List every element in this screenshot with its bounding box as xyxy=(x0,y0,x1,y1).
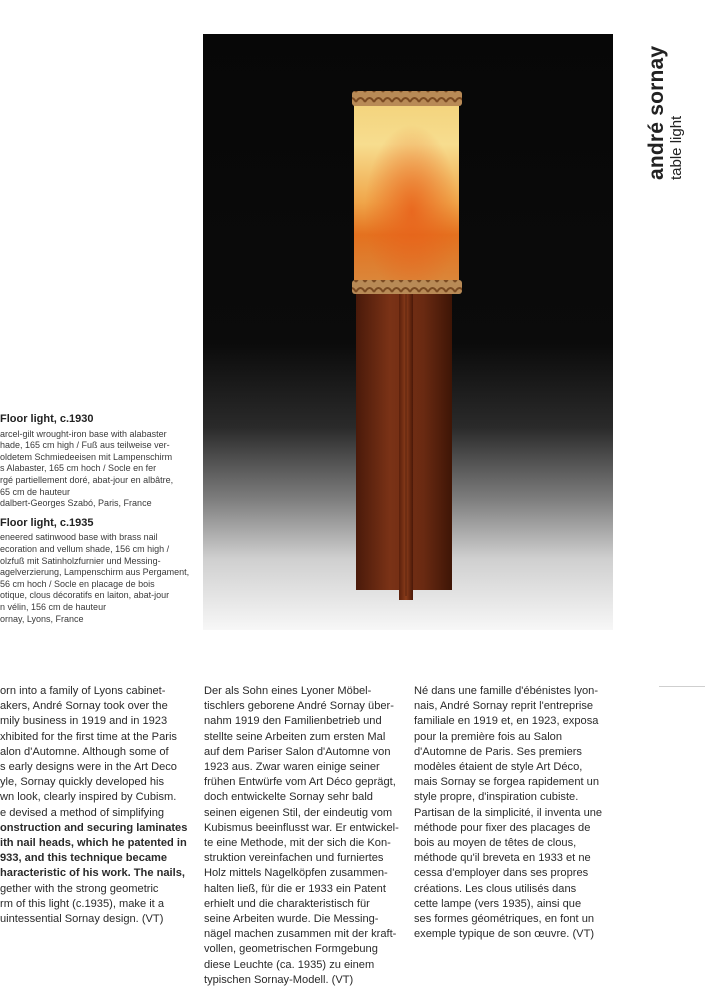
text-line: seine Arbeiten wurde. Die Messing- xyxy=(204,913,379,926)
text-line: typischen Sornay-Modell. (VT) xyxy=(204,973,354,986)
text-line: vollen, geometrischen Formgebung xyxy=(204,943,378,956)
caption-line: otique, clous décoratifs en laiton, abat-jour xyxy=(0,590,170,601)
text-line: ith nail heads, which he patented in xyxy=(0,837,187,850)
captions xyxy=(0,414,195,633)
text-line: yle, Sornay quickly developed his xyxy=(0,776,165,789)
text-line: modèles étaient de style Art Déco, xyxy=(414,761,583,774)
caption-line: 65 cm de hauteur xyxy=(0,486,71,497)
shade-top-lacing xyxy=(352,91,462,106)
text-line: rm of this light (c.1935), make it a xyxy=(0,897,165,910)
text-line: doch entwickelte Sornay sehr bald xyxy=(204,791,373,804)
text-line: alon d'Automne. Although some of xyxy=(0,745,169,758)
caption-line: dalbert-Georges Szabó, Paris, France xyxy=(0,498,152,509)
header-subtitle: table light xyxy=(668,115,685,180)
text-line: haracteristic of his work. The nails, xyxy=(0,867,185,880)
caption-line: eneered satinwood base with brass nail xyxy=(0,532,158,543)
text-line: orn into a family of Lyons cabinet- xyxy=(0,685,166,697)
caption-line: oldetem Schmiedeeisen mit Lampenschirm xyxy=(0,451,173,462)
margin-rule xyxy=(659,686,705,687)
german-text-column xyxy=(204,684,399,988)
text-line: 1923 aus. Zwar waren einige seiner xyxy=(204,761,380,774)
caption-1 xyxy=(0,414,195,510)
text-line: tischlers geborene André Sornay über- xyxy=(204,700,394,713)
text-line: wn look, clearly inspired by Cubism. xyxy=(0,791,177,804)
text-line: nahm 1919 den Familienbetrieb und xyxy=(204,715,382,728)
text-line: Partisan de la simplicité, il inventa une xyxy=(414,806,603,819)
text-line: mais Sornay se forgea rapidement un xyxy=(414,776,599,789)
caption-line: olzfuß mit Satinholzfurnier und Messing- xyxy=(0,555,161,566)
caption-line: n vélin, 156 cm de hauteur xyxy=(0,601,107,612)
text-line: seinen eigenen Stil, der eindeutig vom xyxy=(204,806,393,819)
text-line: struktion vereinfachen und furniertes xyxy=(204,852,384,865)
designer-name: andré sornay xyxy=(645,45,668,180)
text-line: nägel machen zusammen mit der kraft- xyxy=(204,928,397,941)
text-line: familiale en 1919 et, en 1923, exposa xyxy=(414,715,599,728)
text-line: te eine Methode, mit der sich die Kon- xyxy=(204,837,391,850)
text-line: d'Automne de Paris. Ses premiers xyxy=(414,745,582,758)
caption-2 xyxy=(0,518,195,625)
text-line: nais, André Sornay reprit l'entreprise xyxy=(414,700,594,713)
caption-line: ornay, Lyons, France xyxy=(0,613,84,624)
text-line: style propre, d'inspiration cubiste. xyxy=(414,791,579,804)
text-line: mily business in 1919 and in 1923 xyxy=(0,715,168,728)
shade-bottom-lacing xyxy=(352,280,462,294)
text-line: exemple typique de son œuvre. (VT) xyxy=(414,928,595,941)
text-line: cessa d'employer dans ses propres xyxy=(414,867,589,880)
text-line: e devised a method of simplifying xyxy=(0,806,165,819)
caption-line: 56 cm hoch / Socle en placage de bois xyxy=(0,578,155,589)
floor-lamp-photo xyxy=(203,34,613,630)
text-line: stellte seine Arbeiten zum ersten Mal xyxy=(204,730,386,743)
caption-line: agelverzierung, Lampenschirm aus Pergament, xyxy=(0,567,190,578)
text-line: frühen Entwürfe vom Art Déco geprägt, xyxy=(204,776,396,789)
page-header xyxy=(645,46,685,180)
caption-title: Floor light, c.1930 xyxy=(0,413,94,425)
text-line: diese Leuchte (ca. 1935) zu einem xyxy=(204,958,375,971)
text-line: bois au moyen de têtes de clous, xyxy=(414,837,577,850)
text-line: s early designs were in the Art Deco xyxy=(0,761,177,774)
caption-line: ecoration and vellum shade, 156 cm high / xyxy=(0,543,170,554)
text-line: Der als Sohn eines Lyoner Möbel- xyxy=(204,685,372,697)
text-line: Kubismus beeinflusst war. Er entwickel- xyxy=(204,821,399,834)
text-line: akers, André Sornay took over the xyxy=(0,700,168,713)
text-line: xhibited for the first time at the Paris xyxy=(0,730,177,743)
text-line: onstruction and securing laminates xyxy=(0,821,188,834)
caption-title: Floor light, c.1935 xyxy=(0,516,94,529)
caption-line: hade, 165 cm high / Fuß aus teilweise ver- xyxy=(0,440,170,451)
caption-line: s Alabaster, 165 cm hoch / Socle en fer xyxy=(0,463,157,474)
text-line: méthode qu'il breveta en 1933 et ne xyxy=(414,852,591,865)
caption-line: arcel-gilt wrought-iron base with alabaster xyxy=(0,428,167,439)
text-line: gether with the strong geometric xyxy=(0,882,159,895)
text-line: uintessential Sornay design. (VT) xyxy=(0,913,164,926)
text-line: pour la première fois au Salon xyxy=(414,730,562,743)
text-line: halten ließ, für die er 1933 ein Patent xyxy=(204,882,386,895)
lamp-photo xyxy=(203,34,613,630)
text-line: créations. Les clous utilisés dans xyxy=(414,882,577,895)
text-line: ses formes géométriques, en font un xyxy=(414,913,595,926)
text-line: 933, and this technique became xyxy=(0,852,168,865)
english-text-column xyxy=(0,684,186,927)
text-line: Holz mittels Nagelköpfen zusammen- xyxy=(204,867,388,880)
caption-line: rgé partiellement doré, abat-jour en albâtre, xyxy=(0,474,174,485)
text-line: erhielt und die charakteristisch für xyxy=(204,897,370,910)
text-line: cette lampe (vers 1935), ainsi que xyxy=(414,897,582,910)
text-line: Né dans une famille d'ébénistes lyon- xyxy=(414,685,599,697)
french-text-column xyxy=(414,684,606,942)
text-line: auf dem Pariser Salon d'Automne von xyxy=(204,745,391,758)
text-line: méthode pour fixer des placages de xyxy=(414,821,591,834)
